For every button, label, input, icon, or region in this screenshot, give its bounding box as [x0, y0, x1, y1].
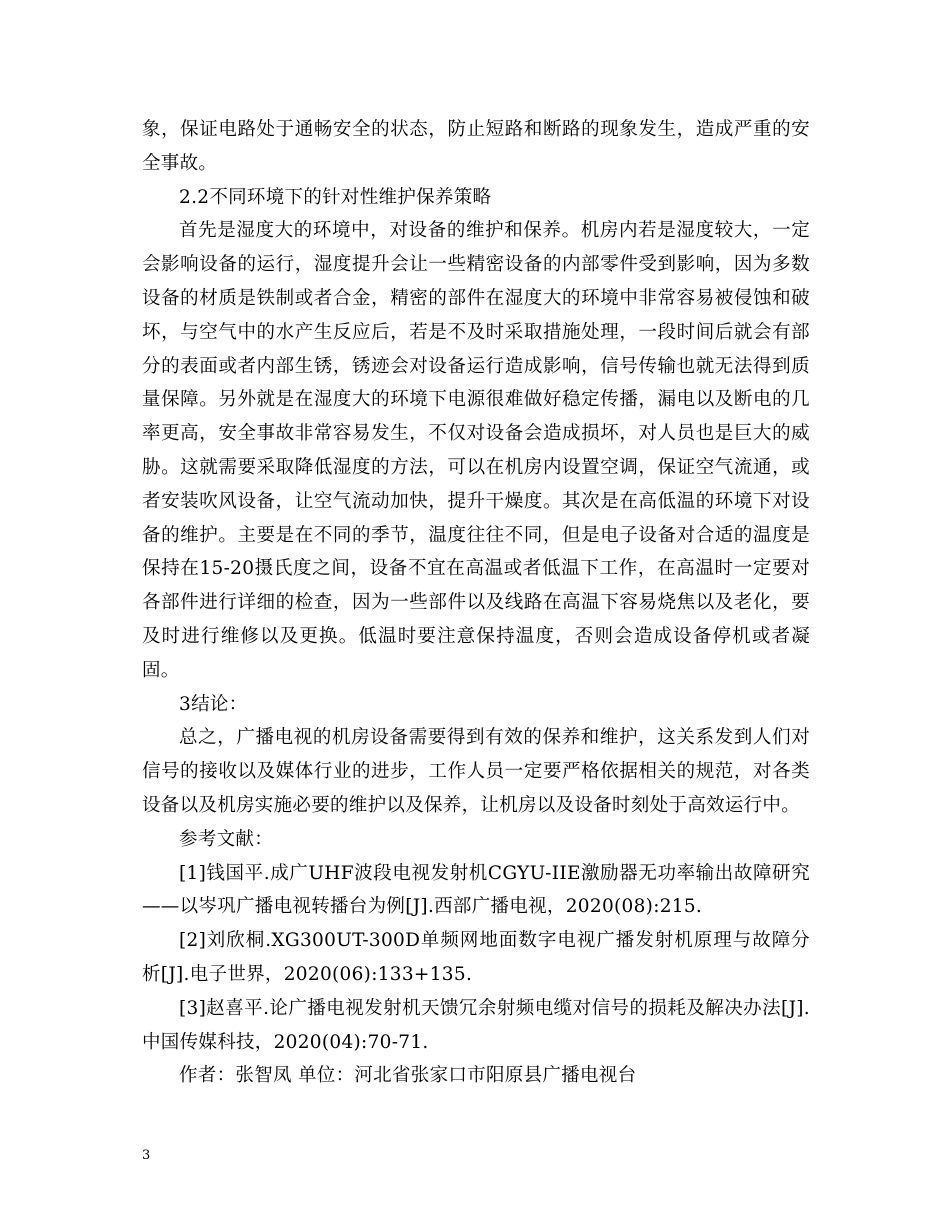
page-number: 3 — [142, 1148, 151, 1163]
document-body — [142, 113, 810, 1093]
reference-item-3: [3]赵喜平.论广播电视发射机天馈冗余射频电缆对信号的损耗及解决办法[J].中国传媒科技，2020(04):70-71. — [142, 997, 810, 1053]
reference-item-2: [2]刘欣桐.XG300UT-300D单频网地面数字电视广播发射机原理与故障分析[J].电子世界，2020(06):133+135. — [142, 930, 810, 985]
section-heading-2-2: 2.2不同环境下的针对性维护保养策略 — [179, 186, 492, 208]
paragraph-continuation: 象，保证电路处于通畅安全的状态，防止短路和断路的现象发生，造成严重的安全事故。 — [142, 119, 810, 174]
references-heading: 参考文献： — [179, 828, 274, 850]
section-heading-conclusion: 3结论： — [179, 693, 248, 715]
reference-item-1: [1]钱国平.成广UHF波段电视发射机CGYU-IIE激励器无功率输出故障研究——以岑巩广播电视转播台为例[J].西部广播电视，2020(08):215. — [142, 862, 810, 918]
author-line: 作者：张智凤 单位：河北省张家口市阳原县广播电视台 — [179, 1065, 637, 1087]
paragraph-environment-maintenance: 首先是湿度大的环境中，对设备的维护和保养。机房内若是湿度较大，一定会影响设备的运行，湿度提升会让一些精密设备的内部零件受到影响，因为多数设备的材质是铁制或者合金，精密的部件在湿度大的环境中非常容易被侵蚀和破坏，与空气中的水产生反应后，若是不及时采取措施处理，一段时间后就会有部分的表面或者内部生锈，锈迹会对设备运行造成影响，信号传输也就无法得到质量保障。另外就是在湿度大的环境下电源很难做好稳定传播，漏电以及断电的几率更高，安全事故非常容易发生，不仅对设备会造成损坏，对人员也是巨大的威胁。这就需要采取降低湿度的方法，可以在机房内设置空调，保证空气流通，或者安装吹风设备，让空气流动加快，提升干燥度。其次是在高低温的环境下对设备的维护。主要是在不同的季节，温度往往不同，但是电子设备对合适的温度是保持在15-20摄氏度之间，设备不宜在高温或者低温下工作，在高温时一定要对各部件进行详细的检查，因为一些部件以及线路在高温下容易烧焦以及老化，要及时进行维修以及更换。低温时要注意保持温度，否则会造成设备停机或者凝固。 — [142, 220, 810, 681]
paragraph-conclusion: 总之，广播电视的机房设备需要得到有效的保养和维护，这关系发到人们对信号的接收以及媒体行业的进步，工作人员一定要严格依据相关的规范，对各类设备以及机房实施必要的维护以及保养，让机房以及设备时刻处于高效运行中。 — [142, 727, 810, 816]
